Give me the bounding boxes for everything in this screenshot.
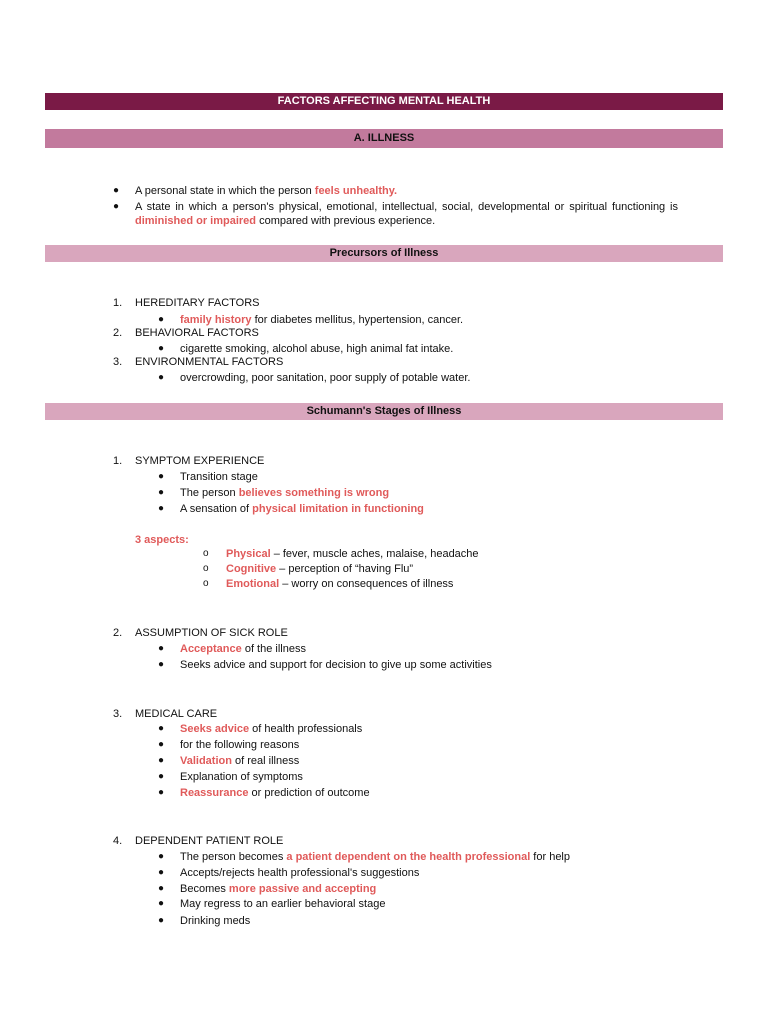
stage-2-item: Acceptance of the illness bbox=[180, 643, 306, 655]
list-number: 3. bbox=[113, 708, 123, 720]
stage-3-title: MEDICAL CARE bbox=[135, 708, 218, 720]
stage-3-item: Reassurance or prediction of outcome bbox=[180, 787, 370, 799]
bullet: ● bbox=[158, 898, 165, 909]
illness-definition-2-line1: A state in which a person's physical, emotional, intellectual, social, developmental or spiritual functioning is bbox=[135, 201, 678, 213]
bullet: ● bbox=[158, 723, 165, 734]
bullet: ● bbox=[158, 867, 165, 878]
precursor-environmental-detail: overcrowding, poor sanitation, poor supply of potable water. bbox=[180, 372, 471, 384]
stage-4-item: May regress to an earlier behavioral stage bbox=[180, 898, 386, 910]
circle-bullet: o bbox=[203, 548, 209, 559]
aspect-emotional: Emotional – worry on consequences of illness bbox=[226, 578, 454, 590]
stage-3-item: for the following reasons bbox=[180, 739, 300, 751]
aspect-physical: Physical – fever, muscle aches, malaise, headache bbox=[226, 548, 479, 560]
stage-4-item: Drinking meds bbox=[180, 915, 251, 927]
bullet: ● bbox=[158, 343, 165, 354]
stage-1-title: SYMPTOM EXPERIENCE bbox=[135, 455, 265, 467]
circle-bullet: o bbox=[203, 563, 209, 574]
bullet: ● bbox=[158, 487, 165, 498]
precursor-hereditary-title: HEREDITARY FACTORS bbox=[135, 297, 260, 309]
bullet: ● bbox=[158, 372, 165, 383]
bullet: ● bbox=[158, 659, 165, 670]
aspects-label: 3 aspects: bbox=[135, 534, 189, 546]
stage-3-item: Seeks advice of health professionals bbox=[180, 723, 363, 735]
bullet: ● bbox=[158, 314, 165, 325]
bullet: ● bbox=[113, 201, 120, 212]
stage-2-title: ASSUMPTION OF SICK ROLE bbox=[135, 627, 288, 639]
bullet: ● bbox=[158, 643, 165, 654]
list-number: 2. bbox=[113, 327, 123, 339]
bullet: ● bbox=[158, 915, 165, 926]
precursor-behavioral-title: BEHAVIORAL FACTORS bbox=[135, 327, 259, 339]
illness-definition-2-line2: diminished or impaired compared with previous experience. bbox=[135, 215, 436, 227]
stage-4-item: The person becomes a patient dependent on the health professional for help bbox=[180, 851, 570, 863]
bullet: ● bbox=[158, 503, 165, 514]
bullet: ● bbox=[113, 185, 120, 196]
bullet: ● bbox=[158, 471, 165, 482]
circle-bullet: o bbox=[203, 578, 209, 589]
stage-4-title: DEPENDENT PATIENT ROLE bbox=[135, 835, 284, 847]
stage-1-item: The person believes something is wrong bbox=[180, 487, 390, 499]
bullet: ● bbox=[158, 883, 165, 894]
bullet: ● bbox=[158, 755, 165, 766]
stages-heading: Schumann's Stages of Illness bbox=[45, 403, 723, 420]
stage-3-item: Validation of real illness bbox=[180, 755, 300, 767]
document-title: FACTORS AFFECTING MENTAL HEALTH bbox=[45, 93, 723, 110]
stage-1-item: A sensation of physical limitation in functioning bbox=[180, 503, 424, 515]
precursor-behavioral-detail: cigarette smoking, alcohol abuse, high animal fat intake. bbox=[180, 343, 454, 355]
stage-3-item: Explanation of symptoms bbox=[180, 771, 303, 783]
bullet: ● bbox=[158, 787, 165, 798]
stage-4-item: Becomes more passive and accepting bbox=[180, 883, 377, 895]
list-number: 2. bbox=[113, 627, 123, 639]
precursors-heading: Precursors of Illness bbox=[45, 245, 723, 262]
list-number: 1. bbox=[113, 297, 123, 309]
list-number: 1. bbox=[113, 455, 123, 467]
list-number: 3. bbox=[113, 356, 123, 368]
stage-1-item: Transition stage bbox=[180, 471, 258, 483]
section-a-heading: A. ILLNESS bbox=[45, 129, 723, 148]
bullet: ● bbox=[158, 851, 165, 862]
aspect-cognitive: Cognitive – perception of “having Flu” bbox=[226, 563, 414, 575]
bullet: ● bbox=[158, 739, 165, 750]
precursor-hereditary-detail: family history for diabetes mellitus, hypertension, cancer. bbox=[180, 314, 464, 326]
list-number: 4. bbox=[113, 835, 123, 847]
stage-2-item: Seeks advice and support for decision to give up some activities bbox=[180, 659, 492, 671]
bullet: ● bbox=[158, 771, 165, 782]
stage-4-item: Accepts/rejects health professional's suggestions bbox=[180, 867, 420, 879]
precursor-environmental-title: ENVIRONMENTAL FACTORS bbox=[135, 356, 284, 368]
illness-definition-1: A personal state in which the person feels unhealthy. bbox=[135, 185, 398, 197]
